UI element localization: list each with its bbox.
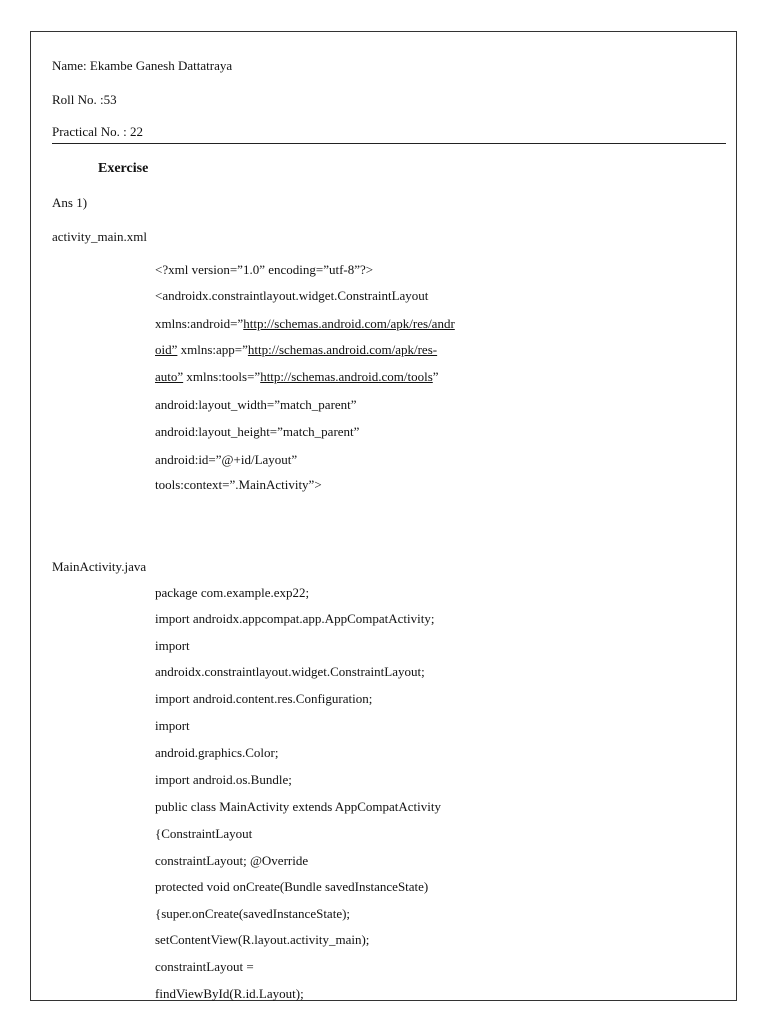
practical-number: Practical No. : 22 [52, 124, 143, 139]
xml-code-line [155, 452, 297, 468]
student-name: Name: Ekambe Ganesh Dattatraya [52, 58, 233, 73]
java-code-line: import [155, 638, 190, 653]
code-text: android:layout_height=”match_parent” [155, 424, 360, 439]
code-text: android:layout_width=”match_parent” [155, 397, 357, 412]
code-text: <?xml version=”1.0” encoding=”utf-8”?> [155, 262, 374, 277]
java-code-line: android.graphics.Color; [155, 745, 279, 760]
java-code-line: package com.example.exp22; [155, 585, 310, 600]
java-code-line: constraintLayout; @Override [155, 853, 309, 868]
xml-code-line [155, 262, 373, 278]
roll-number: Roll No. :53 [52, 92, 117, 107]
schema-link[interactable]: http://schemas.android.com/apk/res- [247, 342, 438, 357]
code-text: xmlns:android=” [155, 316, 244, 331]
section-title: Exercise [98, 161, 149, 176]
xml-code-line [155, 342, 437, 358]
java-code-line: import [155, 718, 190, 733]
code-text: <androidx.constraintlayout.widget.ConstraintLayout [155, 288, 429, 303]
xml-code-line [155, 369, 439, 385]
java-code-line: public class MainActivity extends AppCompatActivity [155, 799, 441, 814]
schema-link[interactable]: auto” [155, 369, 184, 384]
schema-link[interactable]: http://schemas.android.com/tools [260, 369, 433, 384]
java-code-line: import android.os.Bundle; [155, 772, 292, 787]
java-code-line: import androidx.appcompat.app.AppCompatActivity; [155, 611, 435, 626]
xml-code-line [155, 288, 428, 304]
answer-label: Ans 1) [52, 195, 88, 210]
java-code-line: constraintLayout = [155, 959, 254, 974]
code-text: xmlns:tools=” [183, 369, 261, 384]
xml-code-line [155, 477, 322, 493]
header-divider [52, 143, 726, 144]
java-code-line: androidx.constraintlayout.widget.ConstraintLayout; [155, 664, 425, 679]
code-text: tools:context=”.MainActivity”> [155, 477, 322, 492]
schema-link[interactable]: http://schemas.android.com/apk/res/andr [243, 316, 455, 331]
xml-code-line [155, 424, 359, 440]
java-code-line: {ConstraintLayout [155, 826, 253, 841]
code-text: ” [432, 369, 439, 384]
schema-link[interactable]: oid” [155, 342, 178, 357]
java-code-line: setContentView(R.layout.activity_main); [155, 932, 370, 947]
xml-file-label: activity_main.xml [52, 229, 147, 244]
code-text: xmlns:app=” [177, 342, 248, 357]
java-code-line: import android.content.res.Configuration; [155, 691, 373, 706]
java-code-line: findViewById(R.id.Layout); [155, 986, 304, 1001]
java-code-line: protected void onCreate(Bundle savedInstanceState) [155, 879, 429, 894]
xml-code-line [155, 316, 455, 332]
java-code-line: {super.onCreate(savedInstanceState); [155, 906, 351, 921]
xml-code-line [155, 397, 357, 413]
java-file-label: MainActivity.java [52, 559, 147, 574]
code-text: android:id=”@+id/Layout” [155, 452, 298, 467]
